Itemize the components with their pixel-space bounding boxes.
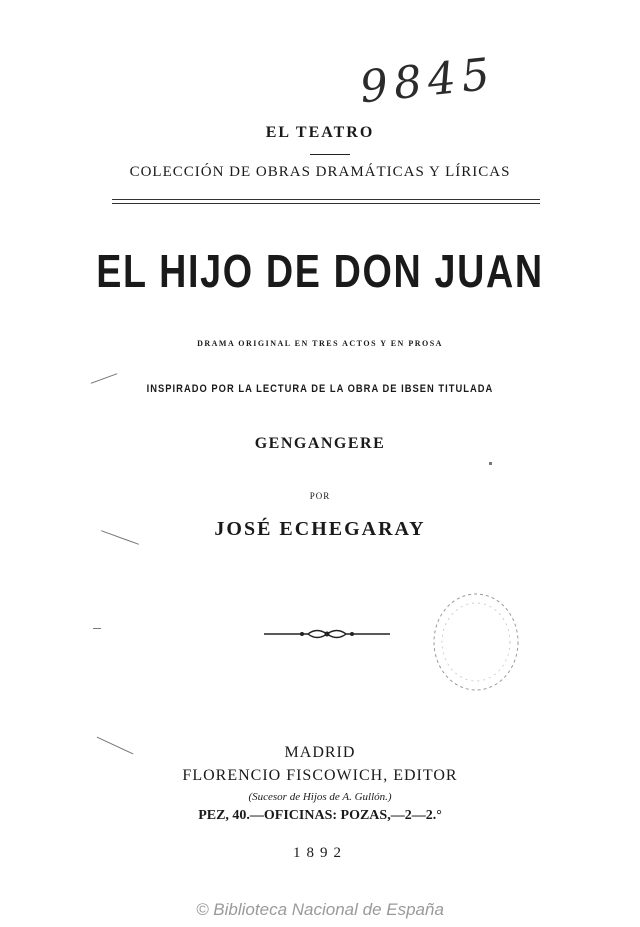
author-name: JOSÉ ECHEGARAY <box>214 518 426 540</box>
copyright-notice: © Biblioteca Nacional de España <box>196 900 444 919</box>
imprint-city: MADRID <box>284 744 356 761</box>
collection-name: COLECCIÓN DE OBRAS DRAMÁTICAS Y LÍRICAS <box>129 164 511 180</box>
series-name: EL TEATRO <box>265 124 375 141</box>
imprint-publisher: FLORENCIO FISCOWICH, EDITOR <box>182 767 458 784</box>
genre-line: DRAMA ORIGINAL EN TRES ACTOS Y EN PROSA <box>197 339 443 348</box>
work-title: EL HIJO DE DON JUAN <box>96 245 544 297</box>
original-work-title: GENGANGERE <box>254 435 386 452</box>
handwritten-shelf-number: 9845 <box>357 48 498 114</box>
library-stamp-icon <box>430 590 522 694</box>
imprint-address: PEZ, 40.—OFICINAS: POZAS,—2—2.° <box>198 808 442 823</box>
double-divider <box>112 199 540 204</box>
inspiration-line: INSPIRADO POR LA LECTURA DE LA OBRA DE IBSEN TITULADA <box>146 383 494 395</box>
ornament-divider-icon <box>262 626 392 642</box>
short-divider <box>310 154 350 155</box>
by-label: POR <box>309 491 331 501</box>
publication-year: 1892 <box>293 845 347 861</box>
imprint-successor: (Sucesor de Hijos de A. Gullón.) <box>248 791 392 803</box>
